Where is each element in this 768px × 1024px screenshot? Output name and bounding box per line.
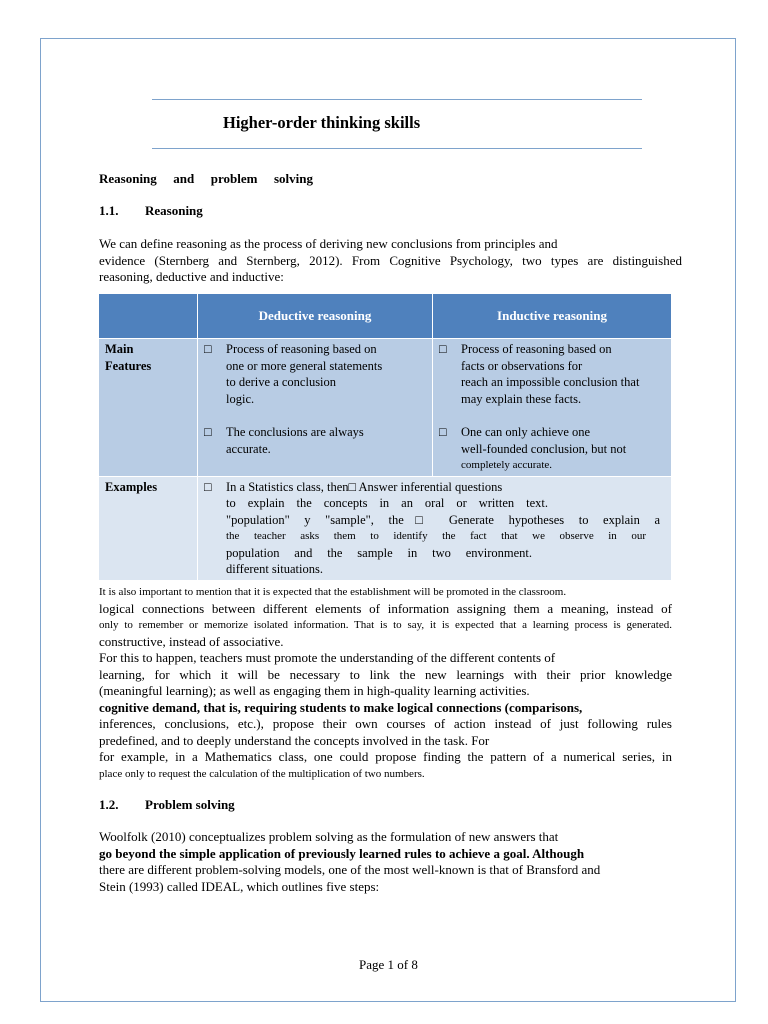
row-label-main-features xyxy=(99,339,198,477)
paragraph-line: learning, for which it will be necessary to link the new learnings with their prior knowledge xyxy=(99,666,672,682)
examples-cell xyxy=(198,476,672,580)
intro-line: reasoning, deductive and inductive: xyxy=(99,269,284,284)
list-item-text: One can only achieve one xyxy=(461,425,591,439)
list-item-text: facts or observations for xyxy=(461,358,583,373)
row-label-line: Features xyxy=(105,358,152,373)
checkbox-bullet-icon: □ xyxy=(204,342,212,356)
example-line: In a Statistics class, then□ Answer inferential questions xyxy=(226,479,503,494)
checkbox-bullet-icon: □ xyxy=(439,342,447,356)
list-item-text: Process of reasoning based on xyxy=(226,342,377,356)
subsection-2-number: 1.2. xyxy=(99,797,119,812)
list-item-text: may explain these facts. xyxy=(461,391,582,406)
paragraph-line: Woolfolk (2010) conceptualizes problem solving as the formulation of new answers that xyxy=(99,829,559,844)
paragraph-line: predefined, and to deeply understand the concepts involved in the task. For xyxy=(99,732,490,748)
paragraph-line: It is also important to mention that it is expected that the establishment will be promoted in the classroom. xyxy=(99,586,567,598)
list-item xyxy=(204,424,426,457)
table-row-examples xyxy=(99,476,671,580)
list-item-text: well-founded conclusion, but not xyxy=(461,441,627,456)
reasoning-comparison-table xyxy=(99,294,671,580)
title-rule-bottom xyxy=(152,148,642,149)
example-line: the teacher asks them to identify the fact that we observe in our xyxy=(226,530,646,542)
table-corner-header xyxy=(99,294,198,339)
table-row-features xyxy=(99,339,671,477)
example-line: different situations. xyxy=(226,562,323,576)
list-item-text: reach an impossible conclusion that xyxy=(461,375,640,389)
checkbox-bullet-icon: □ xyxy=(439,425,447,439)
list-item-text: Process of reasoning based on xyxy=(461,342,612,356)
paragraph-line: inferences, conclusions, etc.), propose their own courses of action instead of just following rules xyxy=(99,716,672,731)
paragraph-line: (meaningful learning); as well as engaging them in high-quality learning activities. xyxy=(99,683,530,698)
list-item xyxy=(439,341,665,407)
list-item-text: logic. xyxy=(226,391,255,406)
paragraph-line: Stein (1993) called IDEAL, which outlines five steps: xyxy=(99,878,380,894)
inductive-features-cell xyxy=(433,339,672,477)
paragraph-problem-solving xyxy=(99,829,672,895)
header-deductive: Deductive reasoning xyxy=(198,294,433,339)
title-rule-top xyxy=(152,99,642,100)
paragraph-line: logical connections between different elements of information assigning them a meaning, instead of xyxy=(99,600,672,616)
section-heading: Reasoning and problem solving xyxy=(99,171,313,186)
list-item-text: to derive a conclusion xyxy=(226,375,337,389)
page-title: Higher-order thinking skills xyxy=(223,113,421,132)
subsection-1-number: 1.1. xyxy=(99,203,119,218)
list-item xyxy=(439,424,665,474)
subsection-2-title: Problem solving xyxy=(145,797,235,812)
paragraph-line: go beyond the simple application of previously learned rules to achieve a goal. Although xyxy=(99,845,585,861)
paragraph-line: only to remember or memorize isolated information. That is to say, it is expected that a learning process is generated. xyxy=(99,619,672,631)
intro-paragraph xyxy=(99,236,682,286)
paragraph-line: constructive, instead of associative. xyxy=(99,633,284,649)
list-item xyxy=(204,479,660,578)
example-line: to explain the concepts in an oral or written text. xyxy=(226,496,548,510)
paragraph-line: cognitive demand, that is, requiring students to make logical connections (comparisons, xyxy=(99,699,583,715)
paragraph-line: there are different problem-solving models, one of the most well-known is that of Bransford and xyxy=(99,862,601,877)
list-item-text: completely accurate. xyxy=(461,459,553,471)
paragraph-line: For this to happen, teachers must promote the understanding of the different contents of xyxy=(99,650,556,665)
list-item xyxy=(204,341,426,407)
deductive-features-cell xyxy=(198,339,433,477)
list-item-text: The conclusions are always xyxy=(226,425,364,439)
example-line: "population" y "sample", the□ Generate hypotheses to explain a xyxy=(226,512,660,527)
row-label-line: Main xyxy=(105,342,134,356)
subsection-1-title: Reasoning xyxy=(145,203,203,218)
intro-line: evidence (Sternberg and Sternberg, 2012). From Cognitive Psychology, two types are distinguished xyxy=(99,252,682,268)
paragraph-line: place only to request the calculation of the multiplication of two numbers. xyxy=(99,767,425,780)
list-item-text: one or more general statements xyxy=(226,358,383,373)
example-line: population and the sample in two environment. xyxy=(226,545,532,560)
paragraph-line: for example, in a Mathematics class, one could propose finding the pattern of a numerical series, in xyxy=(99,749,672,764)
intro-line: We can define reasoning as the process of deriving new conclusions from principles and xyxy=(99,236,558,251)
list-item-text: accurate. xyxy=(226,441,271,456)
checkbox-bullet-icon: □ xyxy=(204,479,212,494)
paragraph-learning xyxy=(99,584,672,782)
header-inductive: Inductive reasoning xyxy=(433,294,672,339)
page-number-footer: Page 1 of 8 xyxy=(359,957,418,972)
checkbox-bullet-icon: □ xyxy=(204,425,212,439)
row-label-examples: Examples xyxy=(99,476,198,580)
